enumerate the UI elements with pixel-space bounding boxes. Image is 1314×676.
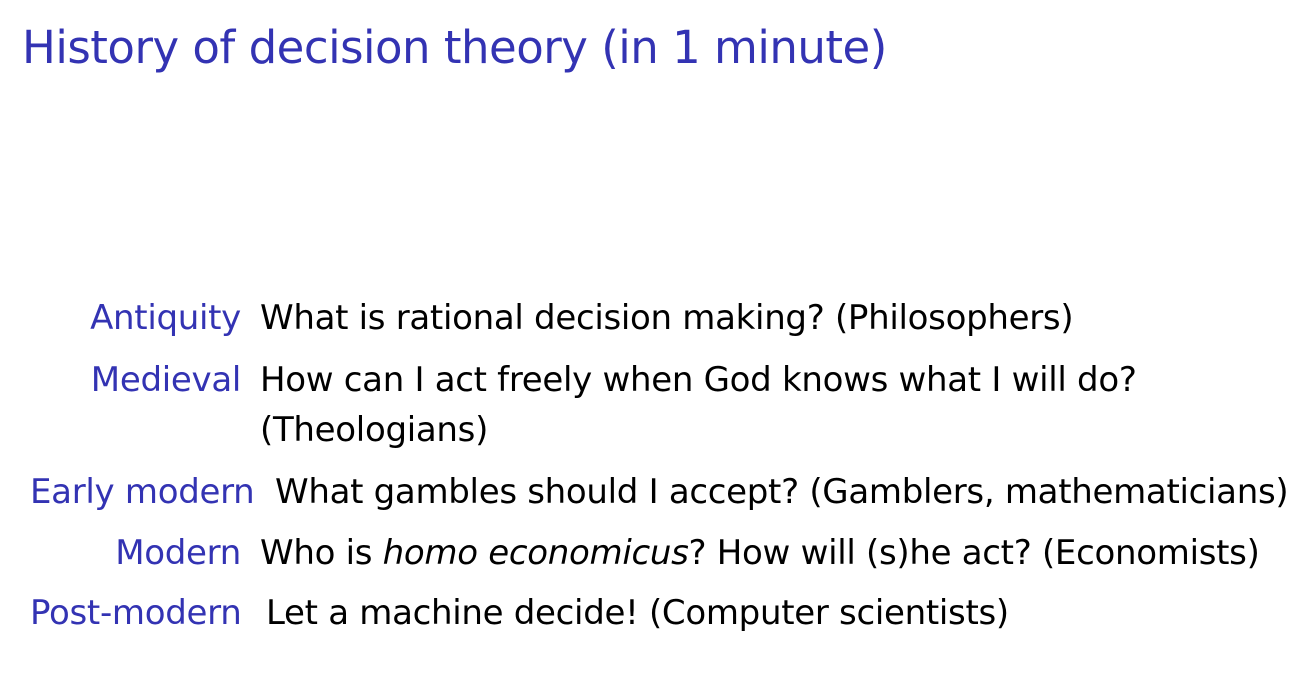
era-label-medieval: Medieval bbox=[90, 360, 241, 400]
era-description-modern-post: ? How will (s)he act? (Economists) bbox=[688, 533, 1260, 573]
era-label-modern: Modern bbox=[115, 533, 241, 573]
era-label-early-modern: Early modern bbox=[30, 472, 255, 512]
era-description-early-modern: What gambles should I accept? (Gamblers, mathematicians) bbox=[275, 472, 1289, 512]
era-description-medieval-continued: (Theologians) bbox=[260, 410, 489, 450]
slide-title: History of decision theory (in 1 minute) bbox=[22, 21, 887, 74]
era-description-post-modern: Let a machine decide! (Computer scientists) bbox=[266, 593, 1009, 633]
era-label-antiquity: Antiquity bbox=[90, 298, 241, 338]
era-description-medieval: How can I act freely when God knows what I will do? bbox=[260, 360, 1137, 400]
era-description-antiquity: What is rational decision making? (Philosophers) bbox=[260, 298, 1074, 338]
term-homo-economicus: homo economicus bbox=[382, 533, 689, 573]
era-label-post-modern: Post-modern bbox=[30, 593, 242, 633]
era-description-modern-pre: Who is bbox=[260, 533, 383, 573]
era-description-modern bbox=[260, 533, 1260, 573]
